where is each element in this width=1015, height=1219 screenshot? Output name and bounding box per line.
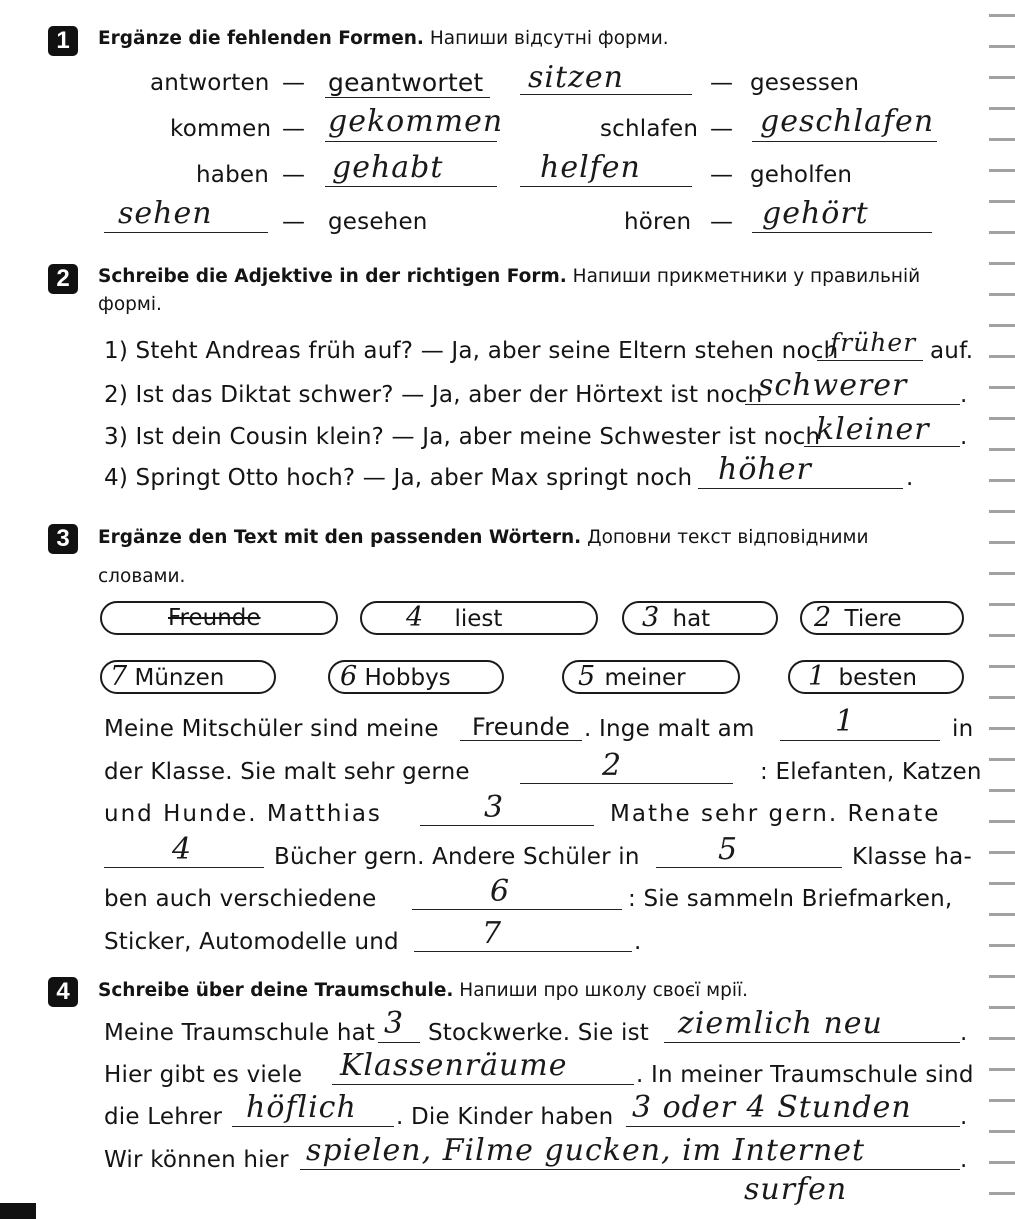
exercise-1-title-de: Ergänze die fehlenden Formen.: [98, 28, 424, 49]
exercise-3-title-ua-2: словами.: [98, 566, 186, 587]
ex1-row4-line2: [752, 232, 932, 233]
ex4-answer-activities-cont: surfen: [744, 1172, 848, 1207]
word-pill-liest-number: 4: [406, 602, 424, 633]
word-pill-hobbys: [328, 660, 504, 694]
ex2-item4-after: .: [906, 465, 914, 491]
ex1-row1-dash1: —: [282, 70, 306, 96]
ex4-line3-b: . Die Kinder haben: [396, 1104, 614, 1130]
ex3-line-a3: [520, 783, 733, 784]
word-pill-hobbys-number: 6: [340, 661, 358, 692]
ex2-item4-line: [698, 488, 903, 489]
ex3-answer-4: 4: [172, 832, 193, 867]
word-pill-freunde: [100, 601, 338, 635]
word-pill-hobbys-text: Hobbys: [364, 665, 451, 691]
ex3-line4-b: Klasse ha-: [852, 844, 972, 870]
exercise-2-title-ua-1: Напиши прикметники у правильній: [572, 266, 921, 287]
ex3-answer-2: 2: [602, 748, 623, 783]
exercise-2-number: 2: [48, 264, 78, 294]
ex4-line1-c: .: [960, 1020, 968, 1046]
ex2-item2-line: [745, 404, 960, 405]
ex1-row2-line1: [325, 141, 497, 142]
exercise-3-title-ua-1: Доповни текст відповідними: [587, 527, 869, 548]
ex3-line-a5: [104, 867, 264, 868]
ex1-row3-dash1: —: [282, 162, 306, 188]
ex1-row1-dash2: —: [710, 70, 734, 96]
exercise-4-title-ua: Напиши про школу своєї мрії.: [459, 980, 749, 1001]
ex4-answer-teachers: höflich: [246, 1090, 357, 1125]
exercise-4-number: 4: [48, 977, 78, 1007]
ex2-item1-answer: früher: [830, 328, 917, 357]
ex1-row4-dash2: —: [710, 209, 734, 235]
word-pill-besten: [788, 660, 964, 694]
ex4-line-a1: [378, 1042, 420, 1043]
ex3-answer-5: 5: [718, 832, 739, 867]
exercise-2-title-ua-2: формі.: [98, 294, 162, 315]
ex3-answer-freunde: Freunde: [472, 713, 570, 741]
ex2-item3-after: .: [960, 424, 968, 450]
exercise-3-title-de: Ergänze den Text mit den passenden Wörtern.: [98, 527, 582, 548]
word-pill-hat-number: 3: [642, 602, 660, 633]
ex2-item3-answer: kleiner: [816, 412, 930, 447]
ex1-row2-answer2: geschlafen: [760, 104, 935, 139]
word-pill-freunde-text: Freunde: [168, 605, 261, 631]
ex3-answer-3: 3: [484, 790, 505, 825]
ex3-line-a8: [414, 951, 632, 952]
word-pill-hat: [622, 601, 778, 635]
ex3-line6-a: Sticker, Automodelle und: [104, 929, 399, 955]
word-pill-liest: [360, 601, 598, 635]
ex1-row3-line1: [325, 186, 497, 187]
ex1-row1-line1: [325, 97, 490, 98]
ex1-row1-left: antworten: [150, 70, 270, 96]
ex3-line2-a: der Klasse. Sie malt sehr gerne: [104, 759, 470, 785]
ex1-row1-line2: [520, 94, 692, 95]
exercise-4-title-de: Schreibe über deine Traumschule.: [98, 980, 454, 1001]
ex1-row2-answer1: gekommen: [328, 104, 504, 139]
ex4-line-a5: [626, 1126, 960, 1127]
ex3-line-a7: [412, 909, 622, 910]
word-pill-besten-number: 1: [808, 661, 826, 692]
ex4-answer-lessons: 3 oder 4 Stunden: [632, 1090, 912, 1125]
ex1-row4-line0: [104, 232, 268, 233]
ex3-line5-a: ben auch verschiedene: [104, 886, 377, 912]
ex1-row3-left: haben: [196, 162, 269, 188]
ex4-line4-a: Wir können hier: [104, 1147, 289, 1173]
ex2-item1-after: auf.: [930, 338, 974, 364]
ex4-line1-a: Meine Traumschule hat: [104, 1020, 376, 1046]
ex1-row3-answer1: gehabt: [332, 150, 444, 185]
ex1-row2-dash2: —: [710, 116, 734, 142]
ex1-row2-dash1: —: [282, 116, 306, 142]
ex3-line3-a: und Hunde. Matthias: [104, 801, 382, 827]
word-pill-muenzen-number: 7: [110, 661, 128, 692]
ex1-row3-line2: [520, 186, 692, 187]
exercise-2-heading: [98, 266, 920, 287]
ex1-row4-left2: gesehen: [328, 209, 428, 235]
exercise-4-heading: [98, 980, 748, 1001]
ex4-answer-rooms: Klassenräume: [340, 1048, 568, 1083]
ex3-answer-6: 6: [490, 874, 511, 909]
ex4-line-a3: [332, 1084, 634, 1085]
ex4-answer-floors: 3: [384, 1006, 405, 1041]
ex3-line-a1: [460, 740, 582, 741]
ex1-row1-answer1: geantwortet: [328, 68, 484, 97]
spiral-binding: [989, 0, 1015, 1219]
page-corner-bar: [0, 1203, 36, 1219]
ex3-line1-a: Meine Mitschüler sind meine: [104, 716, 439, 742]
ex3-answer-1: 1: [835, 704, 856, 739]
exercise-1-number: 1: [48, 26, 78, 56]
word-pill-tiere-number: 2: [814, 602, 832, 633]
ex4-line-a6: [300, 1169, 960, 1170]
ex2-item1-line: [817, 360, 923, 361]
ex3-line-a2: [780, 740, 940, 741]
ex3-line1-c: in: [952, 716, 974, 742]
ex3-line3-b: Mathe sehr gern. Renate: [610, 801, 941, 827]
word-pill-besten-text: besten: [838, 665, 917, 691]
ex3-line6-b: .: [634, 929, 642, 955]
ex4-answer-activities: spielen, Filme gucken, im Internet: [306, 1133, 866, 1168]
ex2-item2-answer: schwerer: [758, 368, 908, 403]
ex3-line5-b: : Sie sammeln Briefmarken,: [628, 886, 953, 912]
ex4-line4-b: .: [960, 1147, 968, 1173]
ex2-item4-answer: höher: [718, 452, 812, 487]
ex2-item3-line: [804, 446, 960, 447]
ex3-answer-7: 7: [482, 916, 503, 951]
word-pill-meiner-text: meiner: [604, 665, 686, 691]
ex1-row4-dash1: —: [282, 209, 306, 235]
ex4-line3-c: .: [960, 1104, 968, 1130]
ex1-row4-answer0: sehen: [118, 196, 213, 231]
ex4-answer-age: ziemlich neu: [678, 1006, 883, 1041]
word-pill-liest-text: liest: [454, 606, 503, 632]
ex1-row3-right: geholfen: [750, 162, 853, 188]
exercise-1-title-ua: Напиши відсутні форми.: [429, 28, 669, 49]
word-pill-meiner-number: 5: [578, 661, 596, 692]
ex1-row4-mid: hören: [624, 209, 692, 235]
exercise-2-title-de: Schreibe die Adjektive in der richtigen Form.: [98, 266, 567, 287]
ex2-item2-text: 2) Ist das Diktat schwer? — Ja, aber der Hörtext ist noch: [104, 382, 763, 408]
ex4-line2-a: Hier gibt es viele: [104, 1062, 303, 1088]
ex4-line1-b: Stockwerke. Sie ist: [428, 1020, 649, 1046]
word-pill-hat-text: hat: [672, 606, 711, 632]
ex4-line3-a: die Lehrer: [104, 1104, 223, 1130]
word-pill-meiner: [562, 660, 740, 694]
word-pill-tiere: [800, 601, 964, 635]
ex1-row1-right: gesessen: [750, 70, 860, 96]
ex2-item1-text: 1) Steht Andreas früh auf? — Ja, aber seine Eltern stehen noch: [104, 338, 839, 364]
word-pill-muenzen: [100, 660, 276, 694]
ex1-row1-answer2: sitzen: [528, 60, 624, 95]
ex1-row2-left: kommen: [170, 116, 272, 142]
ex1-row3-answer2: helfen: [540, 150, 641, 185]
ex1-row2-mid: schlafen: [600, 116, 699, 142]
word-pill-muenzen-text: Münzen: [134, 665, 225, 691]
ex4-line2-b: . In meiner Traumschule sind: [636, 1062, 974, 1088]
ex2-item3-text: 3) Ist dein Cousin klein? — Ja, aber meine Schwester ist noch: [104, 424, 821, 450]
ex3-line-a6: [656, 867, 842, 868]
ex3-line1-b: . Inge malt am: [584, 716, 755, 742]
exercise-3-number: 3: [48, 524, 78, 554]
ex1-row2-line2: [752, 141, 937, 142]
ex3-line2-b: : Elefanten, Katzen: [760, 759, 982, 785]
ex4-line-a4: [232, 1126, 394, 1127]
ex4-line-a2: [664, 1042, 960, 1043]
ex2-item4-text: 4) Springt Otto hoch? — Ja, aber Max springt noch: [104, 465, 693, 491]
word-pill-tiere-text: Tiere: [844, 606, 902, 632]
ex2-item2-after: .: [960, 382, 968, 408]
ex1-row4-answer2: gehört: [762, 196, 869, 231]
exercise-3-heading: [98, 527, 869, 548]
ex1-row3-dash2: —: [710, 162, 734, 188]
ex3-line4-a: Bücher gern. Andere Schüler in: [274, 844, 640, 870]
exercise-1-heading: [98, 28, 669, 49]
ex3-line-a4: [420, 825, 594, 826]
